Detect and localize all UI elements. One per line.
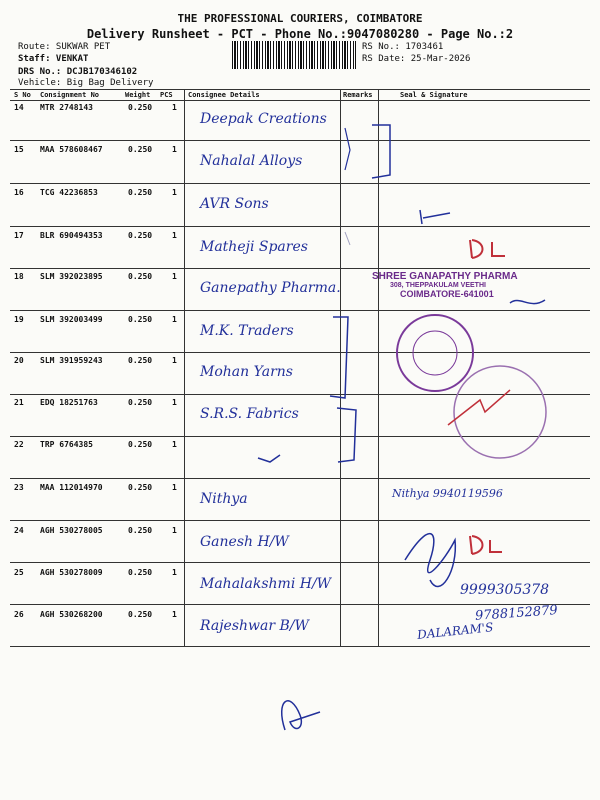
red-initial-mark (470, 240, 505, 258)
stamp-line-1: SHREE GANAPATHY PHARMA (372, 271, 518, 282)
signature-scribble (405, 534, 455, 587)
cell-weight: 0.250 (128, 145, 153, 154)
consignee-handwritten: Deepak Creations (200, 111, 327, 127)
consignee-handwritten: AVR Sons (200, 196, 269, 212)
cell-weight: 0.250 (128, 188, 153, 197)
cell-sno: 25 (14, 568, 24, 577)
consignee-handwritten: Mahalakshmi H/W (200, 576, 332, 592)
receiver-phone: 9788152879 (474, 603, 559, 624)
signature-scribble (420, 210, 450, 224)
cell-sno: 20 (14, 356, 24, 365)
col-consignment: Consignment No (40, 91, 100, 99)
cell-weight: 0.250 (128, 231, 153, 240)
cell-pcs: 1 (172, 231, 177, 240)
cell-consignment: EDQ 18251763 (40, 398, 98, 407)
cell-pcs: 1 (172, 483, 177, 492)
cell-weight: 0.250 (128, 526, 153, 535)
col-pcs: PCS (160, 91, 173, 99)
col-remarks: Remarks (343, 91, 373, 99)
consignee-handwritten: Mohan Yarns (200, 364, 293, 380)
company-title: THE PROFESSIONAL COURIERS, COIMBATORE (177, 12, 423, 25)
receiver-signature-text: Nithya 9940119596 (392, 487, 503, 500)
consignee-handwritten: Nithya (200, 491, 248, 507)
consignee-handwritten: Ganesh H/W (200, 534, 289, 550)
tick-mark (258, 455, 280, 462)
cell-sno: 16 (14, 188, 24, 197)
cell-weight: 0.250 (128, 315, 153, 324)
bracket-mark (330, 317, 348, 398)
bracket-mark (337, 408, 356, 462)
cell-consignment: SLM 392023895 (40, 272, 103, 281)
cell-pcs: 1 (172, 398, 177, 407)
consignee-handwritten: Nahalal Alloys (200, 153, 303, 169)
bracket-mark (372, 125, 390, 178)
cell-weight: 0.250 (128, 103, 153, 112)
cell-consignment: TRP 6764385 (40, 440, 93, 449)
consignee-handwritten: M.K. Traders (200, 323, 294, 339)
receiver-phone: 9999305378 (460, 582, 550, 598)
cell-pcs: 1 (172, 440, 177, 449)
cell-consignment: TCG 42236853 (40, 188, 98, 197)
cell-consignment: BLR 690494353 (40, 231, 103, 240)
signature-scribble (282, 701, 320, 730)
round-stamp-faint (454, 366, 546, 458)
staff-label: Staff: VENKAT (18, 54, 89, 64)
consignee-handwritten: Ganepathy Pharma. (200, 280, 341, 296)
cell-pcs: 1 (172, 356, 177, 365)
stamp-line-2: 308, THEPPAKULAM VEETHI (390, 282, 486, 289)
cell-sno: 17 (14, 231, 24, 240)
cell-weight: 0.250 (128, 272, 153, 281)
remark-mark (345, 128, 350, 170)
cell-pcs: 1 (172, 188, 177, 197)
cell-pcs: 1 (172, 526, 177, 535)
round-stamp (397, 315, 473, 391)
cell-sno: 24 (14, 526, 24, 535)
cell-weight: 0.250 (128, 440, 153, 449)
cell-pcs: 1 (172, 103, 177, 112)
cell-consignment: MAA 578608467 (40, 145, 103, 154)
cell-weight: 0.250 (128, 356, 153, 365)
route-label: Route: SUKWAR PET (18, 42, 111, 52)
runsheet-title: Delivery Runsheet - PCT - Phone No.:9047080280 - Page No.:2 (86, 27, 514, 41)
cell-consignment: AGH 530278005 (40, 526, 103, 535)
rs-date: RS Date: 25-Mar-2026 (362, 54, 471, 64)
cell-consignment: AGH 530278009 (40, 568, 103, 577)
receiver-name: DALARAM'S (416, 620, 494, 642)
cell-consignment: SLM 392003499 (40, 315, 103, 324)
cell-sno: 22 (14, 440, 24, 449)
cell-sno: 14 (14, 103, 24, 112)
stamp-line-3: COIMBATORE-641001 (400, 289, 494, 299)
consignee-handwritten: Rajeshwar B/W (200, 618, 309, 634)
vehicle-label: Vehicle: Big Bag Delivery (18, 78, 154, 88)
cell-weight: 0.250 (128, 483, 153, 492)
cell-consignment: SLM 391959243 (40, 356, 103, 365)
cell-pcs: 1 (172, 315, 177, 324)
consignee-handwritten: S.R.S. Fabrics (200, 406, 299, 422)
cell-pcs: 1 (172, 145, 177, 154)
remark-mark (345, 232, 350, 245)
drs-label: DRS No.: DCJB170346102 (18, 67, 138, 77)
round-stamp-inner (413, 331, 457, 375)
col-seal: Seal & Signature (400, 91, 468, 99)
cell-weight: 0.250 (128, 398, 153, 407)
red-initial-mark (470, 536, 502, 554)
col-weight: Weight (125, 91, 151, 99)
consignee-handwritten: Matheji Spares (200, 239, 308, 255)
cell-pcs: 1 (172, 568, 177, 577)
cell-sno: 19 (14, 315, 24, 324)
cell-consignment: MTR 2748143 (40, 103, 93, 112)
signature-scribble (510, 300, 545, 304)
cell-pcs: 1 (172, 610, 177, 619)
cell-weight: 0.250 (128, 568, 153, 577)
cell-weight: 0.250 (128, 610, 153, 619)
cell-consignment: AGH 530268200 (40, 610, 103, 619)
rs-number: RS No.: 1703461 (362, 42, 444, 52)
col-sno: S No (14, 91, 31, 99)
cell-sno: 26 (14, 610, 24, 619)
cell-sno: 15 (14, 145, 24, 154)
cell-pcs: 1 (172, 272, 177, 281)
cell-sno: 18 (14, 272, 24, 281)
cell-consignment: MAA 112014970 (40, 483, 103, 492)
cell-sno: 21 (14, 398, 24, 407)
cell-sno: 23 (14, 483, 24, 492)
col-consignee: Consignee Details (188, 91, 260, 99)
